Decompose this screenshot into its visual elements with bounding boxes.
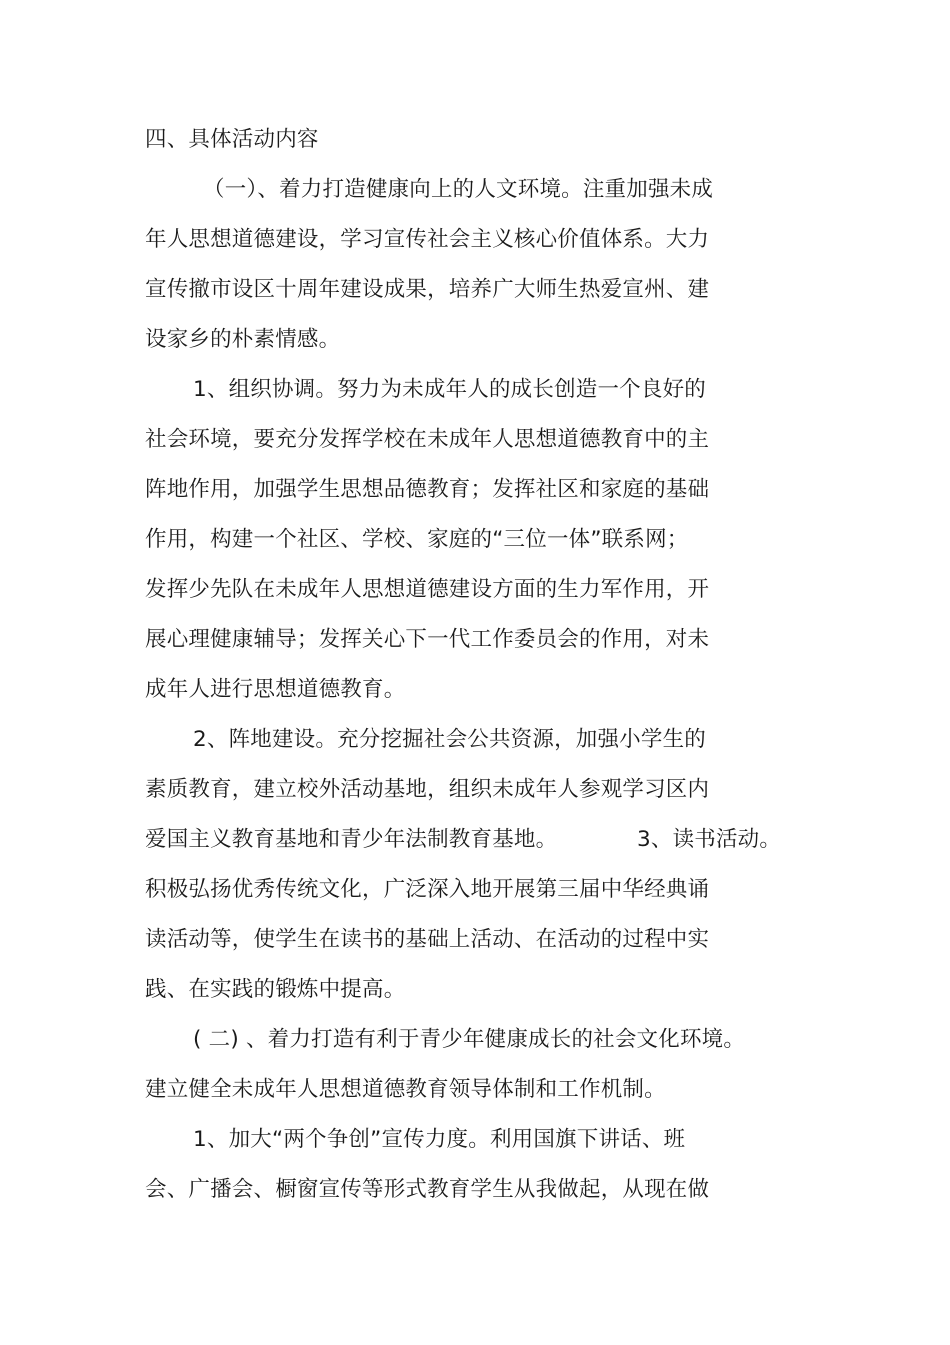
paragraph-line: 2、阵地建设。充分挖掘社会公共资源，加强小学生的: [193, 727, 706, 752]
paragraph-line: 阵地作用，加强学生思想品德教育；发挥社区和家庭的基础: [145, 477, 710, 502]
paragraph-line: 践、在实践的锻炼中提高。: [145, 977, 406, 1002]
paragraph-line: （一）、着力打造健康向上的人文环境。注重加强未成: [203, 177, 714, 202]
paragraph-line: 1、加大“两个争创”宣传力度。利用国旗下讲话、班: [193, 1127, 686, 1152]
paragraph-line: 作用，构建一个社区、学校、家庭的“三位一体”联系网；: [145, 527, 689, 552]
paragraph-line: 设家乡的朴素情感。: [145, 327, 341, 352]
paragraph-line: 积极弘扬优秀传统文化，广泛深入地开展第三届中华经典诵: [145, 877, 710, 902]
paragraph-line: 展心理健康辅导；发挥关心下一代工作委员会的作用，对未: [145, 627, 710, 652]
paragraph-line: 1、组织协调。努力为未成年人的成长创造一个良好的: [193, 377, 706, 402]
paragraph-line: 素质教育，建立校外活动基地，组织未成年人参观学习区内: [145, 777, 710, 802]
paragraph-line: 爱国主义教育基地和青少年法制教育基地。: [145, 827, 558, 852]
paragraph-line-inline: 3、读书活动。: [637, 827, 782, 852]
paragraph-line: ( 二) 、着力打造有利于青少年健康成长的社会文化环境。: [193, 1027, 746, 1052]
section-heading: 四、具体活动内容: [145, 127, 319, 152]
paragraph-line: 读活动等，使学生在读书的基础上活动、在活动的过程中实: [145, 927, 710, 952]
paragraph-line: 发挥少先队在未成年人思想道德建设方面的生力军作用，开: [145, 577, 710, 602]
paragraph-line: 建立健全未成年人思想道德教育领导体制和工作机制。: [145, 1077, 666, 1102]
paragraph-line: 宣传撤市设区十周年建设成果，培养广大师生热爱宣州、建: [145, 277, 710, 302]
paragraph-line: 会、广播会、橱窗宣传等形式教育学生从我做起，从现在做: [145, 1177, 710, 1202]
paragraph-line: 社会环境，要充分发挥学校在未成年人思想道德教育中的主: [145, 427, 710, 452]
paragraph-line: 年人思想道德建设，学习宣传社会主义核心价值体系。大力: [145, 227, 710, 252]
paragraph-line: 成年人进行思想道德教育。: [145, 677, 406, 702]
